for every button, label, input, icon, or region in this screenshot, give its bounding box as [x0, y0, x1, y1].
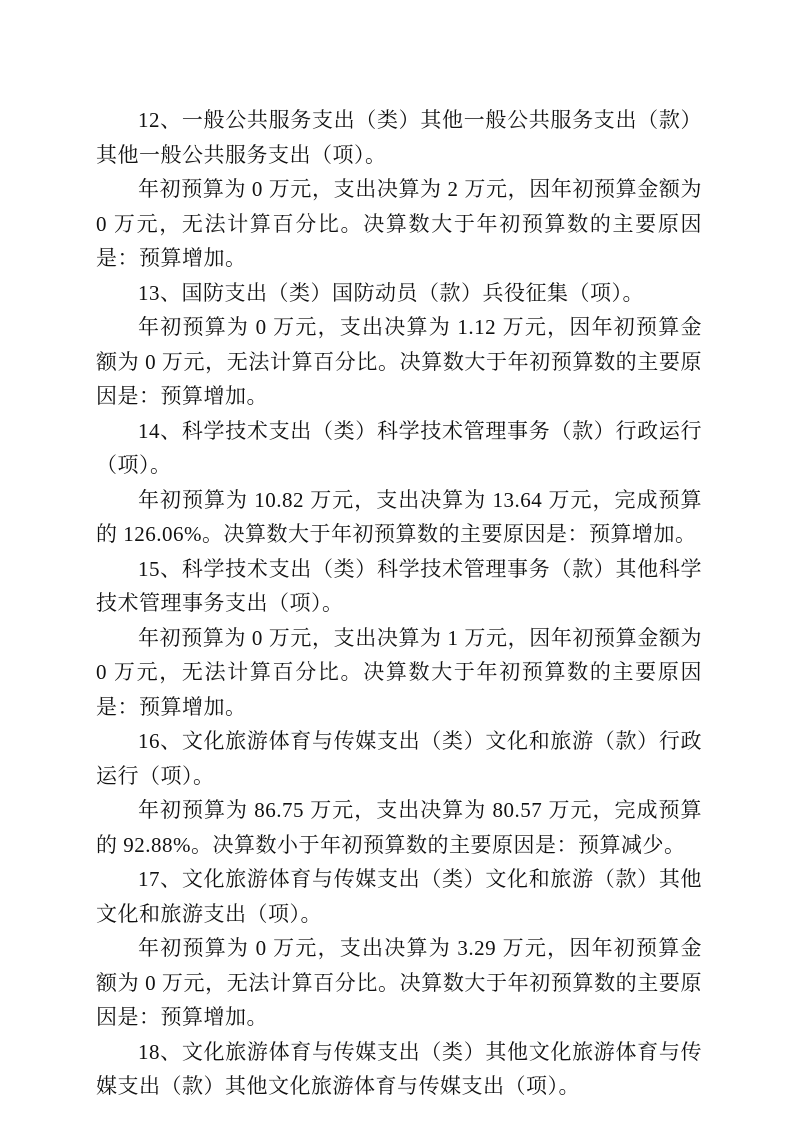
- budget-item-14-detail: 年初预算为 10.82 万元，支出决算为 13.64 万元，完成预算的 126.06%。决算数大于年初预算数的主要原因是：预算增加。: [96, 487, 702, 546]
- budget-item-15-detail: 年初预算为 0 万元，支出决算为 1 万元，因年初预算金额为 0 万元，无法计算百分比。决算数大于年初预算数的主要原因是：预算增加。: [96, 625, 702, 719]
- budget-item-15-heading: 15、科学技术支出（类）科学技术管理事务（款）其他科学技术管理事务支出（项）。: [96, 556, 702, 615]
- budget-item-17-heading: 17、文化旅游体育与传媒支出（类）文化和旅游（款）其他文化和旅游支出（项）。: [96, 867, 702, 926]
- budget-item-16-detail: 年初预算为 86.75 万元，支出决算为 80.57 万元，完成预算的 92.88%。决算数小于年初预算数的主要原因是：预算减少。: [96, 798, 702, 857]
- budget-item-13-detail: 年初预算为 0 万元，支出决算为 1.12 万元，因年初预算金额为 0 万元，无法计算百分比。决算数大于年初预算数的主要原因是：预算增加。: [96, 315, 702, 408]
- budget-item-14-heading: 14、科学技术支出（类）科学技术管理事务（款）行政运行（项）。: [96, 418, 702, 477]
- document-body: [96, 103, 702, 1104]
- budget-item-12-heading: 12、一般公共服务支出（类）其他一般公共服务支出（款）其他一般公共服务支出（项）。: [96, 108, 702, 167]
- budget-item-16-heading: 16、文化旅游体育与传媒支出（类）文化和旅游（款）行政运行（项）。: [96, 729, 702, 788]
- budget-item-12-detail: 年初预算为 0 万元，支出决算为 2 万元，因年初预算金额为 0 万元，无法计算百分比。决算数大于年初预算数的主要原因是：预算增加。: [96, 177, 702, 270]
- budget-item-18-heading: 18、文化旅游体育与传媒支出（类）其他文化旅游体育与传媒支出（款）其他文化旅游体育与传媒支出（项）。: [96, 1039, 702, 1098]
- budget-item-13-heading: 13、国防支出（类）国防动员（款）兵役征集（项）。: [138, 280, 644, 305]
- budget-item-17-detail: 年初预算为 0 万元，支出决算为 3.29 万元，因年初预算金额为 0 万元，无法计算百分比。决算数大于年初预算数的主要原因是：预算增加。: [96, 936, 702, 1029]
